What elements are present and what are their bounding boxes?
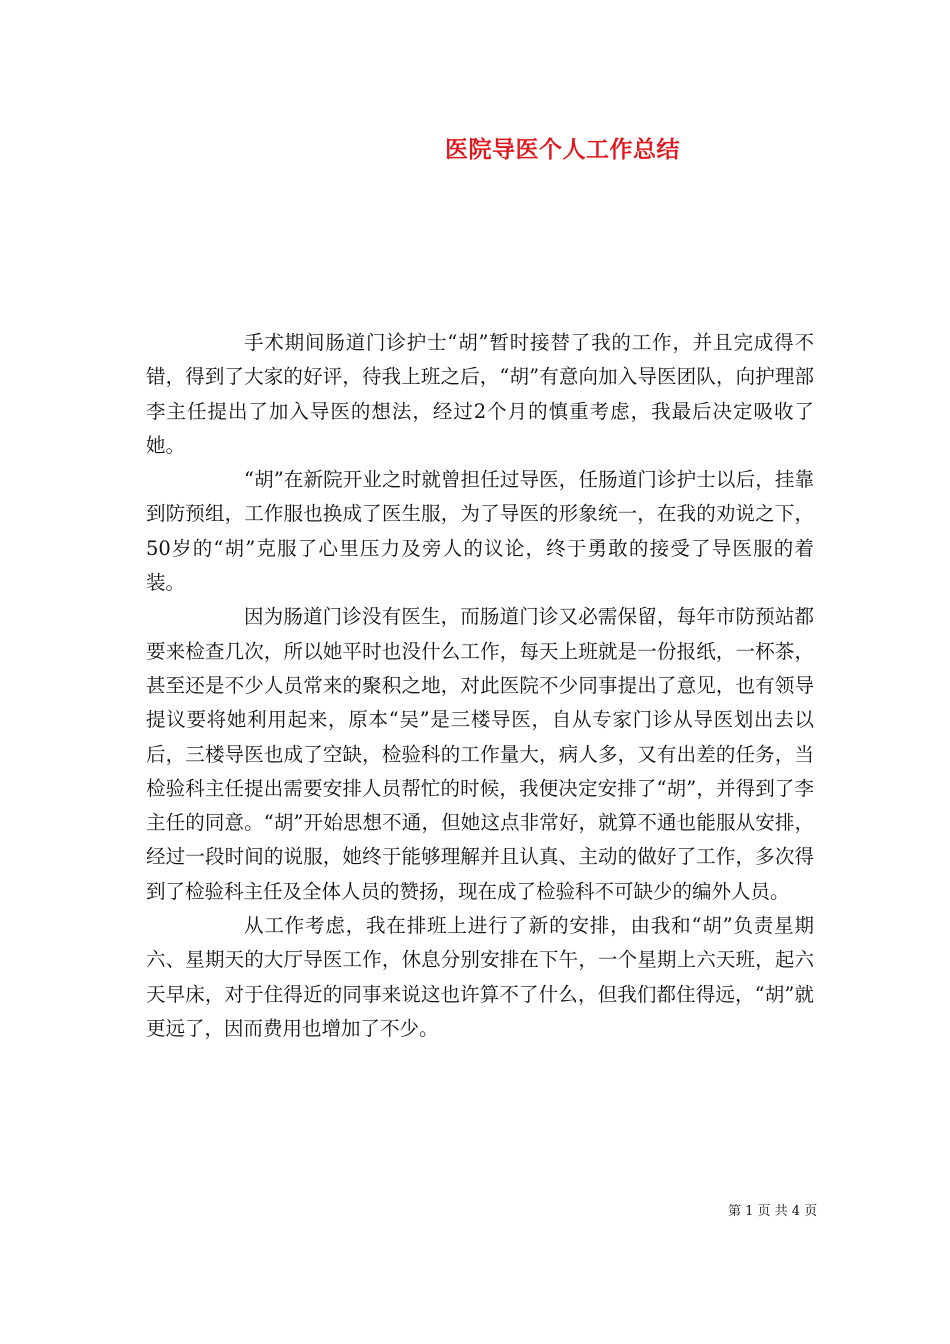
- paragraph-2: “胡”在新院开业之时就曾担任过导医，任肠道门诊护士以后，挂靠到防预组，工作服也换成了医生服，为了导医的形象统一，在我的劝说之下，50岁的“胡”克服了心里压力及旁人的议论，终于勇敢的接受了导医服的着装。: [146, 468, 814, 595]
- paragraph-4: 从工作考虑，我在排班上进行了新的安排，由我和“胡”负责星期六、星期天的大厅导医工作，休息分别安排在下午，一个星期上六天班，起六天早床，对于住得近的同事来说这也许算不了什么，但我们都住得远，“胡”就更远了，因而费用也增加了不少。: [146, 914, 814, 1040]
- paragraph-3: 因为肠道门诊没有医生，而肠道门诊又必需保留，每年市防预站都要来检查几次，所以她平时也没什么工作，每天上班就是一份报纸，一杯茶，甚至还是不少人员常来的聚积之地，对此医院不少同事提出了意见，也有领导提议要将她利用起来，原本“吴”是三楼导医，自从专家门诊从导医划出去以后，三楼导医也成了空缺，检验科的工作量大，病人多，又有出差的任务，当检验科主任提出需要安排人员帮忙的时候，我便决定安排了“胡”，并得到了李主任的同意。“胡”开始思想不通，但她这点非常好，就算不通也能服从安排，经过一段时间的说服，她终于能够理解并且认真、主动的做好了工作，多次得到了检验科主任及全体人员的赞扬，现在成了检验科不可缺少的编外人员。: [146, 605, 814, 903]
- document-body: [146, 326, 814, 1046]
- paragraph-1: 手术期间肠道门诊护士“胡”暂时接替了我的工作，并且完成得不错，得到了大家的好评，待我上班之后，“胡”有意向加入导医团队，向护理部李主任提出了加入导医的想法，经过2个月的慎重考虑，我最后决定吸收了她。: [146, 331, 814, 457]
- document-title: 医院导医个人工作总结: [445, 136, 680, 163]
- page-number-footer: 第 1 页 共 4 页: [728, 1204, 818, 1219]
